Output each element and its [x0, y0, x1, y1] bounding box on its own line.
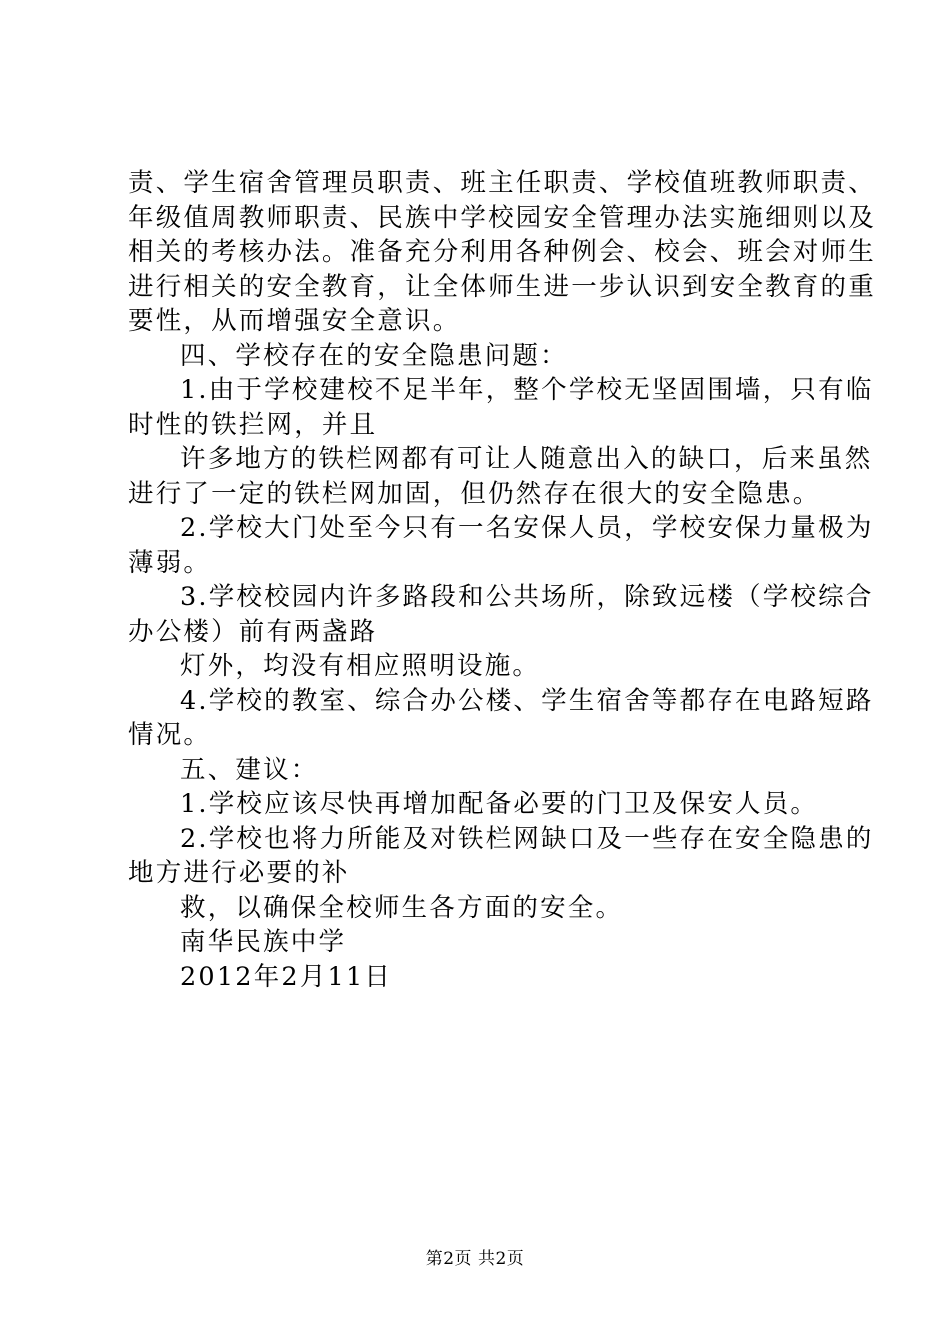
text-line: 4.学校的教室、综合办公楼、学生宿舍等都存在电路短路: [180, 685, 874, 716]
text-line: 时性的铁拦网，并且: [128, 409, 378, 440]
text-line: 相关的考核办法。准备充分利用各种例会、校会、班会对师生: [128, 237, 876, 267]
text-line: 救，以确保全校师生各方面的安全。: [180, 892, 624, 923]
text-line: 3.学校校园内许多路段和公共场所，除致远楼（学校综合: [180, 582, 874, 612]
text-line: 进行相关的安全教育，让全体师生进一步认识到安全教育的重: [128, 271, 876, 302]
text-line: 地方进行必要的补: [128, 858, 350, 888]
text-line: 南华民族中学: [180, 927, 347, 957]
text-line: 灯外，均没有相应照明设施。: [180, 651, 541, 681]
text-line: 责、学生宿舍管理员职责、班主任职责、学校值班教师职责、: [128, 168, 876, 198]
text-line: 年级值周教师职责、民族中学校园安全管理办法实施细则以及: [128, 202, 876, 233]
text-line: 2.学校大门处至今只有一名安保人员，学校安保力量极为: [180, 513, 874, 543]
text-line: 办公楼）前有两盏路: [128, 616, 378, 647]
text-line: 1.学校应该尽快再增加配备必要的门卫及保安人员。: [180, 789, 819, 819]
text-line: 四、学校存在的安全隐患问题：: [180, 340, 568, 371]
page-footer: 第2页 共2页: [425, 1249, 525, 1269]
text-line: 2.学校也将力所能及对铁栏网缺口及一些存在安全隐患的: [180, 823, 874, 854]
text-line: 进行了一定的铁栏网加固，但仍然存在很大的安全隐患。: [128, 478, 821, 509]
text-line: 要性，从而增强安全意识。: [128, 306, 461, 336]
text-line: 许多地方的铁栏网都有可让人随意出入的缺口，后来虽然: [180, 444, 873, 474]
text-line: 薄弱。: [128, 547, 212, 578]
text-line: 五、建议：: [180, 754, 319, 785]
text-line: 2012年2月11日: [180, 961, 393, 992]
text-line: 情况。: [128, 720, 212, 750]
document-body: [128, 166, 876, 994]
text-line: 1.由于学校建校不足半年，整个学校无坚固围墙，只有临: [180, 375, 874, 405]
